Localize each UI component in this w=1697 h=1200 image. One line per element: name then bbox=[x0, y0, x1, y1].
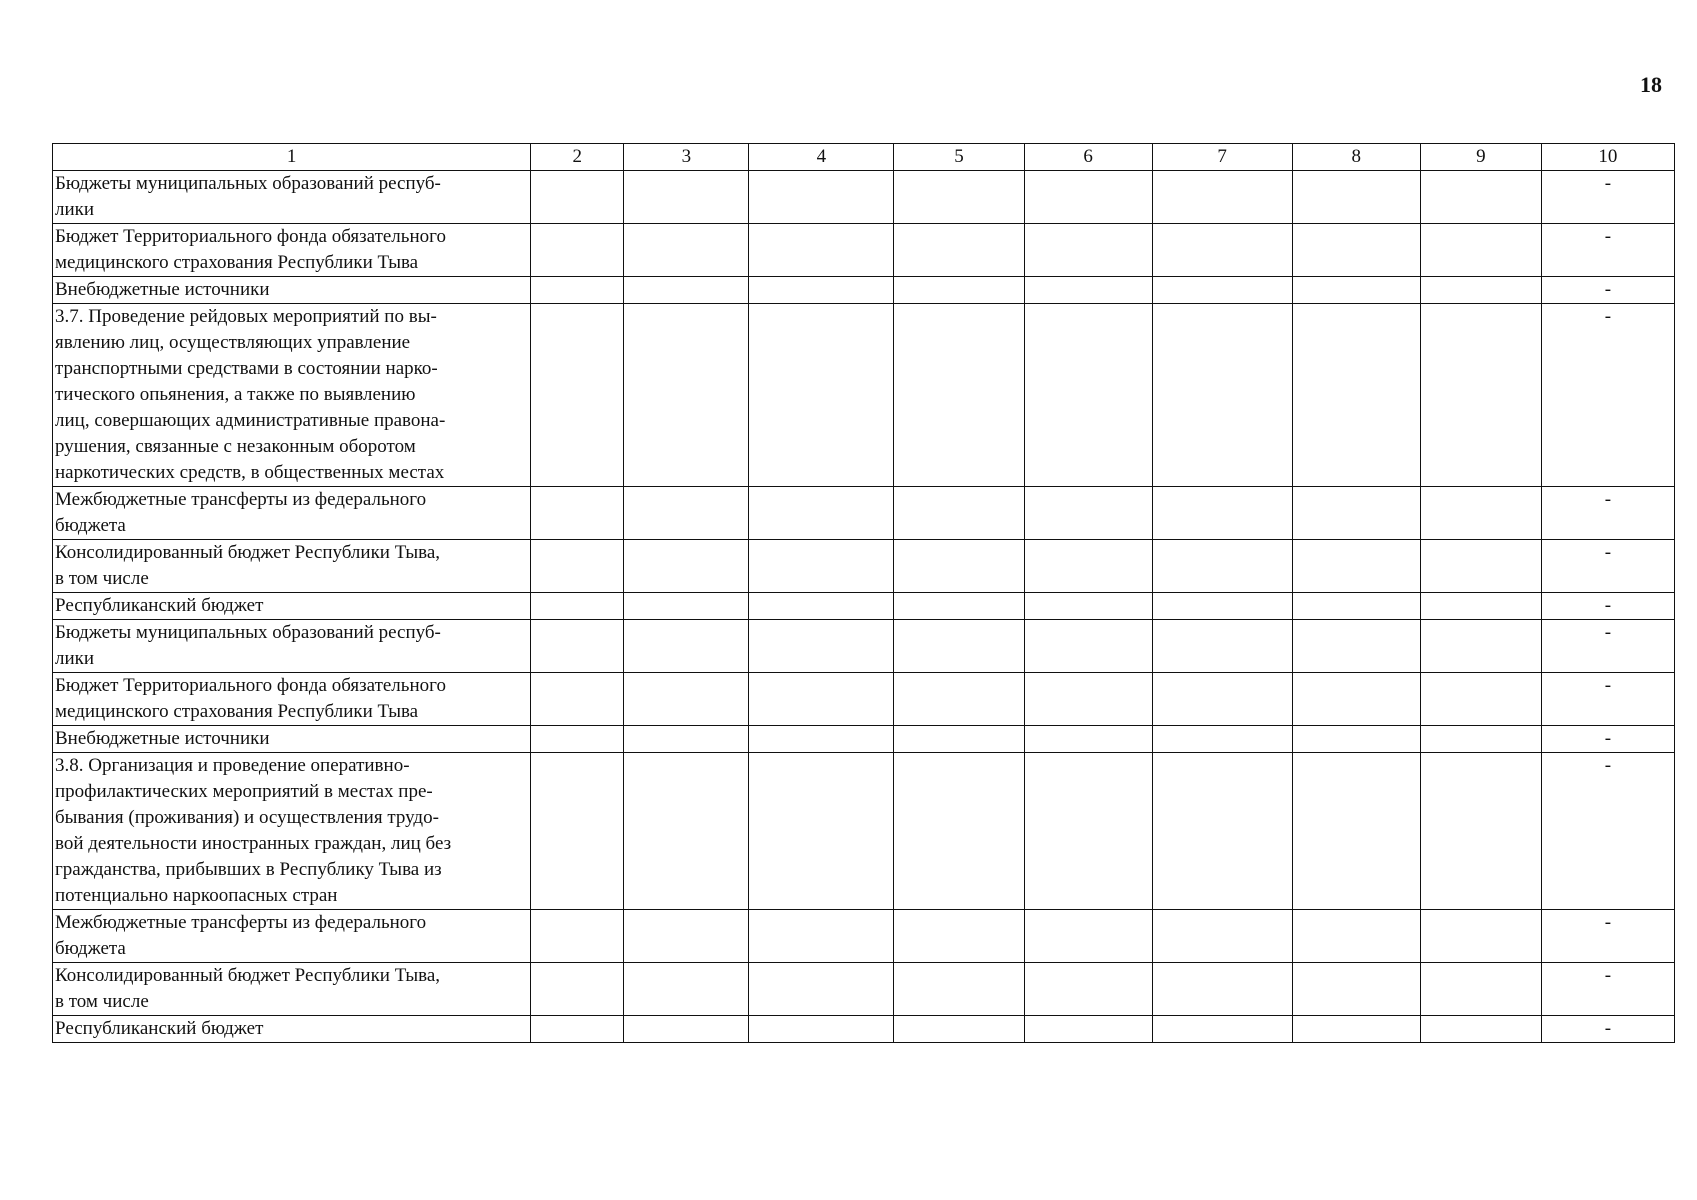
empty-cell bbox=[1152, 540, 1292, 593]
empty-cell bbox=[1292, 726, 1420, 753]
empty-cell bbox=[531, 304, 624, 487]
row-description: Республиканский бюджет bbox=[53, 593, 531, 620]
empty-cell bbox=[1420, 726, 1541, 753]
empty-cell bbox=[531, 620, 624, 673]
empty-cell bbox=[1292, 487, 1420, 540]
empty-cell bbox=[1024, 304, 1152, 487]
empty-cell bbox=[1292, 540, 1420, 593]
empty-cell bbox=[1292, 753, 1420, 910]
row-description: Межбюджетные трансферты из федерального бюджета bbox=[53, 910, 531, 963]
col10-value: - bbox=[1541, 224, 1674, 277]
empty-cell bbox=[531, 224, 624, 277]
row-description: Консолидированный бюджет Республики Тыва, в том числе bbox=[53, 540, 531, 593]
empty-cell bbox=[1152, 304, 1292, 487]
empty-cell bbox=[624, 487, 749, 540]
empty-cell bbox=[1024, 224, 1152, 277]
row-description: Консолидированный бюджет Республики Тыва, в том числе bbox=[53, 963, 531, 1016]
row-description: 3.8. Организация и проведение оперативно- профилактических мероприятий в местах пре- бывания (проживания) и осуществления трудо- вой деятельности иностранных граждан, лиц без гражданства, прибывших в Республику Тыва из потенциально наркоопасных стран bbox=[53, 753, 531, 910]
row-description: Бюджет Территориального фонда обязательного медицинского страхования Республики Тыва bbox=[53, 224, 531, 277]
empty-cell bbox=[1024, 540, 1152, 593]
empty-cell bbox=[624, 224, 749, 277]
column-header: 5 bbox=[894, 144, 1024, 171]
empty-cell bbox=[1420, 1016, 1541, 1043]
empty-cell bbox=[1292, 620, 1420, 673]
table-row bbox=[53, 224, 1675, 277]
column-header: 9 bbox=[1420, 144, 1541, 171]
empty-cell bbox=[749, 224, 894, 277]
empty-cell bbox=[1024, 620, 1152, 673]
table-body bbox=[53, 171, 1675, 1043]
empty-cell bbox=[1420, 224, 1541, 277]
empty-cell bbox=[1292, 304, 1420, 487]
budget-table bbox=[52, 143, 1675, 1043]
empty-cell bbox=[1024, 753, 1152, 910]
empty-cell bbox=[1024, 726, 1152, 753]
empty-cell bbox=[1420, 673, 1541, 726]
empty-cell bbox=[749, 277, 894, 304]
empty-cell bbox=[531, 963, 624, 1016]
col10-value: - bbox=[1541, 910, 1674, 963]
col10-value: - bbox=[1541, 963, 1674, 1016]
empty-cell bbox=[749, 593, 894, 620]
empty-cell bbox=[894, 963, 1024, 1016]
empty-cell bbox=[1420, 277, 1541, 304]
table-row bbox=[53, 1016, 1675, 1043]
empty-cell bbox=[749, 673, 894, 726]
table-row bbox=[53, 487, 1675, 540]
empty-cell bbox=[894, 1016, 1024, 1043]
table-row bbox=[53, 910, 1675, 963]
col10-value: - bbox=[1541, 171, 1674, 224]
col10-value: - bbox=[1541, 620, 1674, 673]
empty-cell bbox=[1152, 277, 1292, 304]
empty-cell bbox=[624, 620, 749, 673]
empty-cell bbox=[1152, 171, 1292, 224]
empty-cell bbox=[749, 910, 894, 963]
empty-cell bbox=[894, 540, 1024, 593]
table-row bbox=[53, 304, 1675, 487]
column-header: 6 bbox=[1024, 144, 1152, 171]
table-row bbox=[53, 171, 1675, 224]
empty-cell bbox=[624, 304, 749, 487]
empty-cell bbox=[531, 753, 624, 910]
empty-cell bbox=[894, 753, 1024, 910]
col10-value: - bbox=[1541, 540, 1674, 593]
empty-cell bbox=[1420, 963, 1541, 1016]
col10-value: - bbox=[1541, 726, 1674, 753]
empty-cell bbox=[1420, 171, 1541, 224]
table-row bbox=[53, 963, 1675, 1016]
empty-cell bbox=[749, 620, 894, 673]
empty-cell bbox=[624, 910, 749, 963]
empty-cell bbox=[1152, 593, 1292, 620]
empty-cell bbox=[1292, 1016, 1420, 1043]
row-description: 3.7. Проведение рейдовых мероприятий по вы- явлению лиц, осуществляющих управление транспортными средствами в состоянии нарко- тического опьянения, а также по выявлению лиц, совершающих административные правона- рушения, связанные с незаконным оборотом наркотических средств, в общественных местах bbox=[53, 304, 531, 487]
empty-cell bbox=[894, 726, 1024, 753]
empty-cell bbox=[1420, 910, 1541, 963]
empty-cell bbox=[894, 224, 1024, 277]
page-number: 18 bbox=[1640, 72, 1662, 97]
empty-cell bbox=[531, 673, 624, 726]
column-header: 8 bbox=[1292, 144, 1420, 171]
empty-cell bbox=[1024, 171, 1152, 224]
empty-cell bbox=[1152, 487, 1292, 540]
empty-cell bbox=[1024, 910, 1152, 963]
empty-cell bbox=[1292, 224, 1420, 277]
table-row bbox=[53, 620, 1675, 673]
empty-cell bbox=[894, 277, 1024, 304]
empty-cell bbox=[1292, 277, 1420, 304]
col10-value: - bbox=[1541, 753, 1674, 910]
row-description: Бюджет Территориального фонда обязательного медицинского страхования Республики Тыва bbox=[53, 673, 531, 726]
empty-cell bbox=[894, 620, 1024, 673]
table-row bbox=[53, 726, 1675, 753]
row-description: Республиканский бюджет bbox=[53, 1016, 531, 1043]
row-description: Бюджеты муниципальных образований респуб- лики bbox=[53, 171, 531, 224]
empty-cell bbox=[749, 304, 894, 487]
row-description: Межбюджетные трансферты из федерального бюджета bbox=[53, 487, 531, 540]
empty-cell bbox=[894, 910, 1024, 963]
empty-cell bbox=[624, 593, 749, 620]
col10-value: - bbox=[1541, 593, 1674, 620]
empty-cell bbox=[531, 487, 624, 540]
empty-cell bbox=[1420, 753, 1541, 910]
empty-cell bbox=[531, 593, 624, 620]
empty-cell bbox=[749, 1016, 894, 1043]
empty-cell bbox=[624, 277, 749, 304]
empty-cell bbox=[1024, 1016, 1152, 1043]
empty-cell bbox=[894, 673, 1024, 726]
empty-cell bbox=[1152, 726, 1292, 753]
column-header: 3 bbox=[624, 144, 749, 171]
empty-cell bbox=[1152, 753, 1292, 910]
row-description: Бюджеты муниципальных образований респуб- лики bbox=[53, 620, 531, 673]
empty-cell bbox=[1024, 487, 1152, 540]
empty-cell bbox=[1152, 673, 1292, 726]
column-header: 4 bbox=[749, 144, 894, 171]
empty-cell bbox=[624, 1016, 749, 1043]
row-description: Внебюджетные источники bbox=[53, 726, 531, 753]
empty-cell bbox=[531, 910, 624, 963]
table-row bbox=[53, 593, 1675, 620]
col10-value: - bbox=[1541, 487, 1674, 540]
col10-value: - bbox=[1541, 277, 1674, 304]
empty-cell bbox=[624, 171, 749, 224]
empty-cell bbox=[1152, 963, 1292, 1016]
empty-cell bbox=[749, 726, 894, 753]
empty-cell bbox=[1024, 277, 1152, 304]
empty-cell bbox=[1152, 1016, 1292, 1043]
empty-cell bbox=[1152, 620, 1292, 673]
empty-cell bbox=[1292, 963, 1420, 1016]
col10-value: - bbox=[1541, 673, 1674, 726]
empty-cell bbox=[749, 753, 894, 910]
column-header: 7 bbox=[1152, 144, 1292, 171]
empty-cell bbox=[624, 540, 749, 593]
empty-cell bbox=[1152, 224, 1292, 277]
empty-cell bbox=[1420, 540, 1541, 593]
empty-cell bbox=[1292, 910, 1420, 963]
empty-cell bbox=[749, 963, 894, 1016]
empty-cell bbox=[1292, 593, 1420, 620]
table-row bbox=[53, 540, 1675, 593]
empty-cell bbox=[531, 726, 624, 753]
empty-cell bbox=[531, 171, 624, 224]
empty-cell bbox=[1292, 171, 1420, 224]
empty-cell bbox=[749, 487, 894, 540]
column-header: 10 bbox=[1541, 144, 1674, 171]
empty-cell bbox=[624, 726, 749, 753]
empty-cell bbox=[1292, 673, 1420, 726]
empty-cell bbox=[1152, 910, 1292, 963]
empty-cell bbox=[894, 487, 1024, 540]
row-description: Внебюджетные источники bbox=[53, 277, 531, 304]
col10-value: - bbox=[1541, 304, 1674, 487]
empty-cell bbox=[749, 540, 894, 593]
empty-cell bbox=[894, 304, 1024, 487]
empty-cell bbox=[1420, 620, 1541, 673]
empty-cell bbox=[624, 753, 749, 910]
empty-cell bbox=[894, 593, 1024, 620]
column-header: 2 bbox=[531, 144, 624, 171]
empty-cell bbox=[749, 171, 894, 224]
empty-cell bbox=[531, 1016, 624, 1043]
empty-cell bbox=[894, 171, 1024, 224]
col10-value: - bbox=[1541, 1016, 1674, 1043]
column-header: 1 bbox=[53, 144, 531, 171]
table-row bbox=[53, 673, 1675, 726]
empty-cell bbox=[531, 540, 624, 593]
empty-cell bbox=[624, 673, 749, 726]
empty-cell bbox=[1024, 593, 1152, 620]
table-header-row bbox=[53, 144, 1675, 171]
table-row bbox=[53, 277, 1675, 304]
empty-cell bbox=[1420, 487, 1541, 540]
table-row bbox=[53, 753, 1675, 910]
empty-cell bbox=[1024, 673, 1152, 726]
empty-cell bbox=[624, 963, 749, 1016]
empty-cell bbox=[1024, 963, 1152, 1016]
empty-cell bbox=[531, 277, 624, 304]
empty-cell bbox=[1420, 593, 1541, 620]
empty-cell bbox=[1420, 304, 1541, 487]
